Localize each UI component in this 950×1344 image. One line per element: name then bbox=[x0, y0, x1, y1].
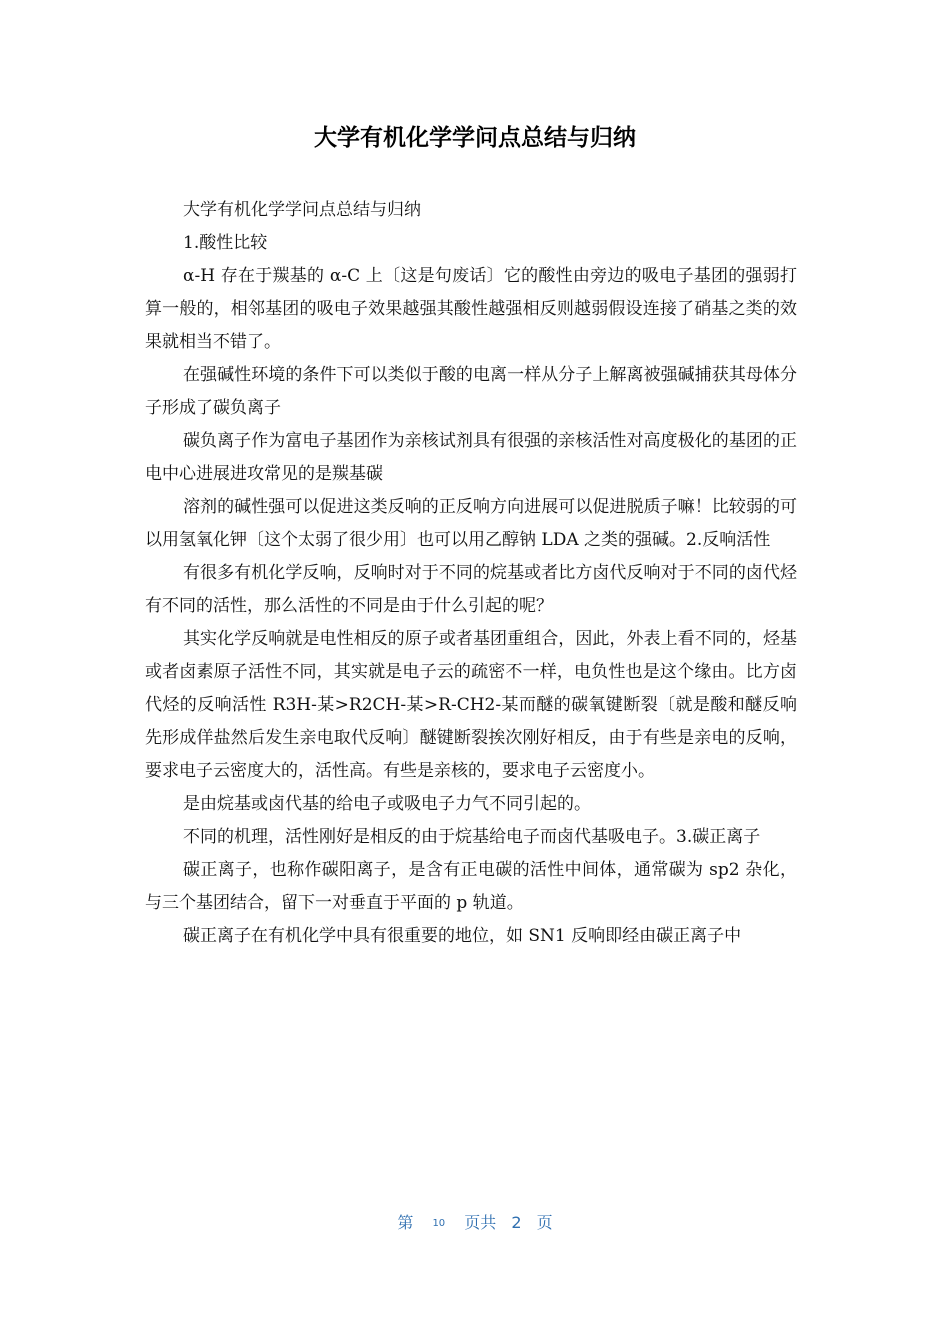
paragraph: 碳负离子作为富电子基团作为亲核试剂具有很强的亲核活性对高度极化的基团的正电中心进展进攻常见的是羰基碳 bbox=[145, 431, 797, 484]
paragraph: 碳正离子，也称作碳阳离子，是含有正电碳的活性中间体，通常碳为 sp2 杂化，与三个基团结合，留下一对垂直于平面的 p 轨道。 bbox=[145, 860, 797, 913]
paragraph: 是由烷基或卤代基的给电子或吸电子力气不同引起的。 bbox=[183, 794, 591, 814]
paragraph: 不同的机理，活性刚好是相反的由于烷基给电子而卤代基吸电子。3.碳正离子 bbox=[183, 827, 761, 847]
footer-page-number: 10 bbox=[432, 1218, 446, 1229]
paragraph: 大学有机化学学问点总结与归纳 bbox=[183, 200, 421, 220]
document-body bbox=[145, 194, 797, 953]
paragraph: 溶剂的碱性强可以促进这类反响的正反响方向进展可以促进脱质子嘛！比较弱的可以用氢氧化钾〔这个太弱了很少用〕也可以用乙醇钠 LDA 之类的强碱。2.反响活性 bbox=[145, 497, 797, 550]
paragraph: 有很多有机化学反响，反响时对于不同的烷基或者比方卤代反响对于不同的卤代烃有不同的活性，那么活性的不同是由于什么引起的呢？ bbox=[145, 563, 797, 616]
page-footer bbox=[0, 1210, 950, 1233]
section-heading: 1.酸性比较 bbox=[183, 233, 268, 253]
footer-total-pages: 2 bbox=[511, 1213, 522, 1232]
paragraph: 在强碱性环境的条件下可以类似于酸的电离一样从分子上解离被强碱捕获其母体分子形成了碳负离子 bbox=[145, 365, 797, 418]
paragraph: 其实化学反响就是电性相反的原子或者基团重组合，因此，外表上看不同的，烃基或者卤素原子活性不同，其实就是电子云的疏密不一样，电负性也是这个缘由。比方卤代烃的反响活性 R3H-某>R2CH-某>R-CH2-某而醚的碳氧键断裂〔就是酸和醚反响先形成佯盐然后发生亲电取代反响〕醚键断裂挨次刚好相反，由于有些是亲电的反响，要求电子云密度大的，活性高。有些是亲核的，要求电子云密度小。 bbox=[145, 629, 797, 781]
document-title: 大学有机化学学问点总结与归纳 bbox=[314, 125, 636, 151]
footer-prefix: 第 bbox=[397, 1213, 414, 1232]
footer-middle: 页共 bbox=[464, 1213, 497, 1232]
footer-suffix: 页 bbox=[536, 1213, 553, 1232]
paragraph: 碳正离子在有机化学中具有很重要的地位，如 SN1 反响即经由碳正离子中 bbox=[183, 926, 742, 946]
paragraph: α-H 存在于羰基的 α-C 上〔这是句废话〕它的酸性由旁边的吸电子基团的强弱打算一般的，相邻基团的吸电子效果越强其酸性越强相反则越弱假设连接了硝基之类的效果就相当不错了。 bbox=[145, 266, 797, 352]
